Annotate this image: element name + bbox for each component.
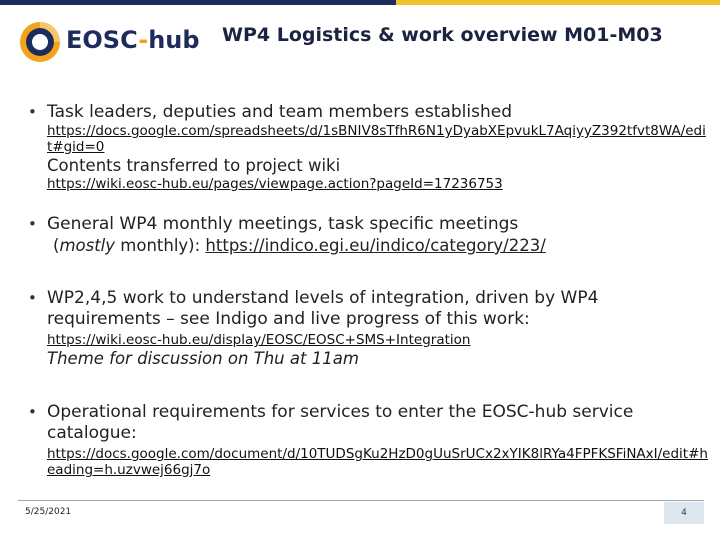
spreadsheet-link[interactable]: https://docs.google.com/spreadsheets/d/1sBNIV8sTfhR6N1yDyabXEpvukL7AqiyyZ392tfvt8WA/edit#gid=0: [47, 123, 706, 155]
bullet-label: WP2,4,5 work to understand levels of integration, driven by WP4 requirements – see Indigo and live progress of this work:: [47, 288, 599, 329]
bullet-text: [28, 288, 667, 330]
monthly-text: monthly):: [115, 236, 206, 255]
bullet-icon: •: [28, 215, 37, 233]
bullet-second-line: [28, 235, 708, 256]
logo-brand-main: EOSC: [66, 26, 139, 54]
sub-text-wiki: Contents transferred to project wiki: [47, 156, 341, 175]
wiki-page-link[interactable]: https://wiki.eosc-hub.eu/pages/viewpage.action?pageId=17236753: [47, 176, 503, 192]
bullet-label: Task leaders, deputies and team members established: [47, 102, 513, 122]
bullet-monthly-meetings: [28, 214, 708, 256]
discussion-theme-text: Theme for discussion on Thu at 11am: [47, 349, 359, 368]
top-accent-bar: [0, 0, 720, 5]
bullet-text: [28, 214, 708, 235]
bullet-integration: [28, 288, 708, 369]
slide-title: WP4 Logistics & work overview M01-M03: [222, 24, 663, 46]
bullet-label: General WP4 monthly meetings, task specific meetings: [47, 214, 519, 234]
bullet-text: [28, 402, 697, 444]
paren-open: (: [53, 236, 60, 255]
bullet-icon: •: [28, 289, 37, 307]
integration-wiki-link[interactable]: https://wiki.eosc-hub.eu/display/EOSC/EOSC+SMS+Integration: [47, 332, 471, 348]
footer-date: 5/25/2021: [25, 507, 72, 517]
logo-brand-dash: -: [138, 26, 149, 54]
logo-brand-hub: hub: [148, 26, 200, 54]
eosc-hub-logo: [18, 20, 208, 64]
bullet-label: Operational requirements for services to enter the EOSC-hub service catalogue:: [47, 402, 634, 443]
italic-mostly: mostly: [59, 236, 116, 255]
footer-divider: [18, 500, 704, 501]
eosc-hub-logo-icon: [18, 20, 62, 64]
logo-wordmark: [66, 26, 200, 54]
page-number: 4: [664, 502, 704, 524]
bullet-text: [28, 102, 708, 123]
bullet-task-leaders: [28, 102, 708, 192]
indico-link[interactable]: https://indico.egi.eu/indico/category/223/: [205, 236, 546, 255]
bullet-icon: •: [28, 103, 37, 121]
bullet-icon: •: [28, 403, 37, 421]
bullet-operational-requirements: [28, 402, 708, 478]
requirements-doc-link[interactable]: https://docs.google.com/document/d/10TUDSgKu2HzD0gUuSrUCx2xYIK8lRYa4FPFKSFiNAxI/edit#heading=h.uzvwej66gj7o: [47, 446, 708, 478]
